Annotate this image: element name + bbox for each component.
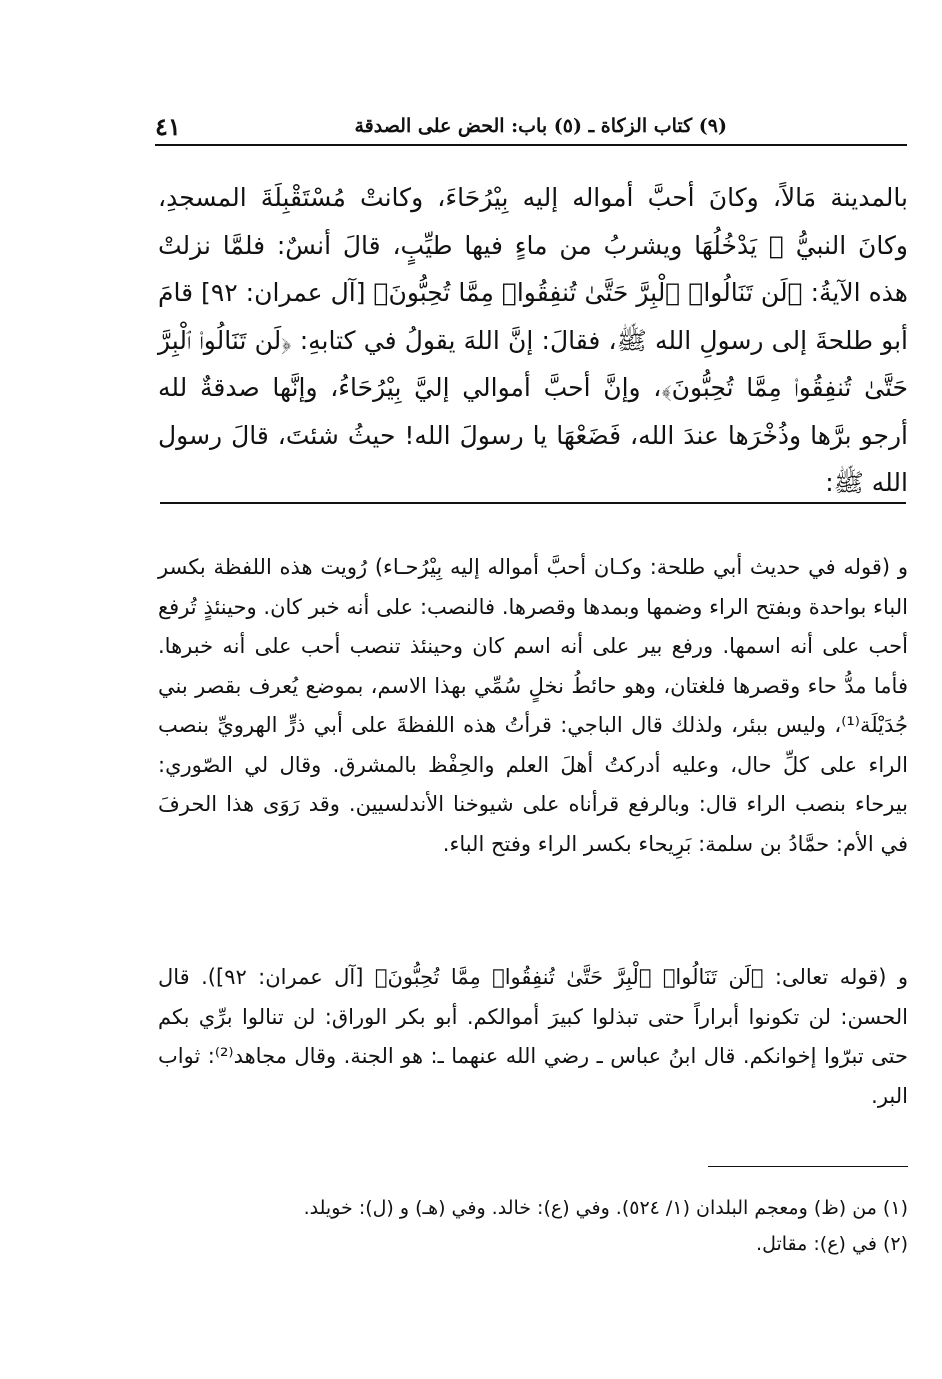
main-hadith-text (158, 174, 908, 507)
page-number: ٤١ (155, 111, 181, 141)
commentary-text: و (قوله في حديث أبي طلحة: وكـان أحبَّ أمواله إليه بِيْرُحـاء) رُويت هذه اللفظة بكسر الباء بواحدة وبفتح الراء وضمها وبمدها وقصرها. فالنصب: على أنه خبر كان. وحينئذٍ تُرفع أحب على أنه اسمها. ورفع بير على أنه اسم كان وحينئذ تنصب أحب على أنه خبرها. فأما مدُّ حاء وقصرها فلغتان، وهو حائطُ نخلٍ سُمِّي بهذا الاسم، بموضع يُعرف بقصر بني جُدَيْلَة⁽¹⁾، وليس ببئر، ولذلك قال الباجي: قرأتُ هذه اللفظةَ على أبي ذرٍّ الهرويِّ بنصب الراء على كلِّ حال، وعليه أدركتُ أهلَ العلم والحِفْظ بالمشرق. وقال لي الصّوري: بيرحاء بنصب الراء قال: وبالرفع قرأناه على شيوخنا الأندلسيين. وقد رَوَى هذا الحرفَ في الأم: حمَّادُ بن سلمة: بَرِيحاء بكسر الراء وفتح الباء. (158, 555, 908, 856)
footnote-divider (708, 1166, 908, 1167)
section-divider (160, 502, 906, 504)
commentary-text: و (قوله تعالى: ﴿لَن تَنَالُوا۟ ٱلْبِرَّ حَتَّىٰ تُنفِقُوا۟ مِمَّا تُحِبُّونَ﴾ [آل عمران: ٩٢]). قال الحسن: لن تكونوا أبراراً حتى تبذلوا كبيرَ أموالكم. أبو بكر الوراق: لن تنالوا برِّي بكم حتى تبرّوا إخوانكم. قال ابنُ عباس ـ رضي الله عنهما ـ: هو الجنة. وقال مجاهد⁽²⁾: ثواب البر. (158, 965, 908, 1108)
main-paragraph: بالمدينة مَالاً، وكانَ أحبَّ أمواله إليه بِيْرُحَاءَ، وكانتْ مُسْتَقْبِلَةَ المسجدِ، وكانَ النبيُّ ﷺ يَدْخُلُهَا ويشربُ من ماءٍ فيها طيِّبٍ، قالَ أنسٌ: فلمَّا نزلتْ هذه الآيةُ: ﴿لَن تَنَالُوا۟ ٱلْبِرَّ حَتَّىٰ تُنفِقُوا۟ مِمَّا تُحِبُّونَ﴾ [آل عمران: ٩٢] قامَ أبو طلحةَ إلى رسولِ الله ﷺ، فقالَ: إنَّ اللهَ يقولُ في كتابهِ: ﴿لَن تَنَالُوا۟ ٱلْبِرَّ حَتَّىٰ تُنفِقُوا۟ مِمَّا تُحِبُّونَ﴾، وإنَّ أحبَّ أموالي إليَّ بِيْرُحَاءُ، وإنَّها صدقةٌ لله أرجو برَّها وذُخْرَها عندَ الله، فَضَعْهَا يا رسولَ الله! حيثُ شئتَ، قالَ رسول الله ﷺ: (158, 183, 908, 497)
footnote-2: (٢) في (ع): مقاتل. (756, 1233, 908, 1255)
page-header (155, 108, 907, 146)
commentary-paragraph-2 (158, 958, 908, 1116)
footnotes (170, 1190, 908, 1262)
footnote-1: (١) من (ظ) ومعجم البلدان (١/ ٥٢٤). وفي (ع): خالد. وفي (هـ) و (ل): خويلد. (303, 1197, 908, 1219)
commentary-paragraph-1 (158, 548, 908, 864)
running-title: (٩) كتاب الزكاة ـ (٥) باب: الحض على الصدقة (354, 115, 727, 137)
